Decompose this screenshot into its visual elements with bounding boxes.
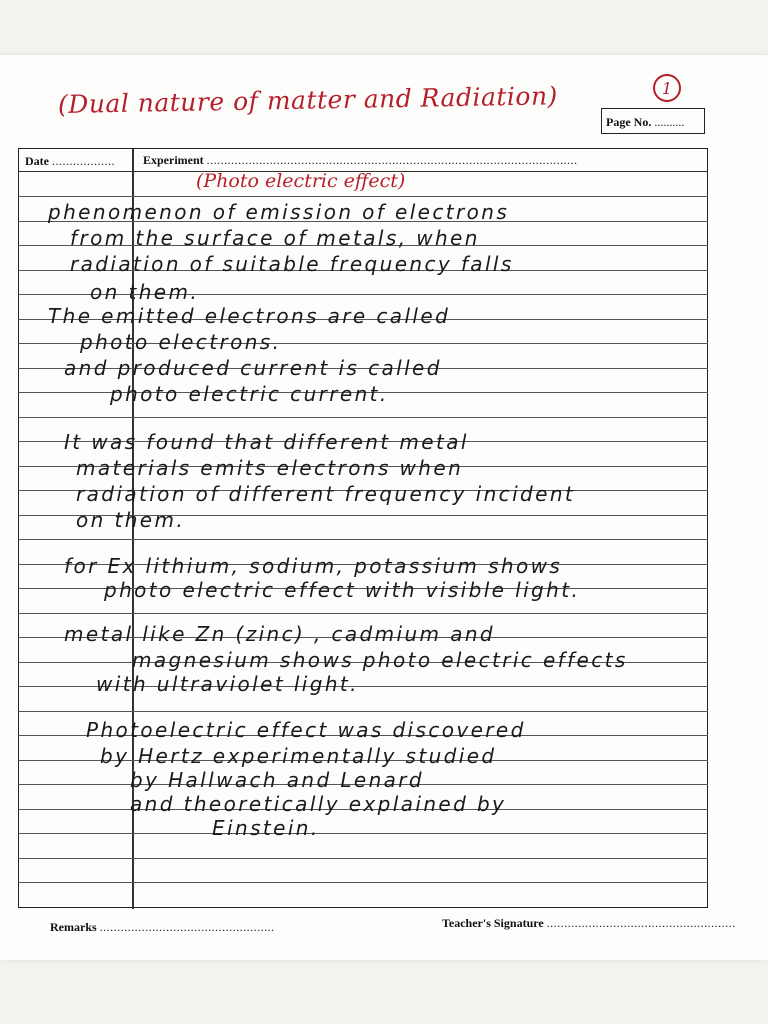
date-label: Date [25,154,49,168]
date-dots: .................. [52,154,115,168]
experiment-field [143,153,578,168]
experiment-label: Experiment [143,153,204,167]
note-line: metal like Zn (zinc) , cadmium and [64,622,496,646]
note-line: Einstein. [212,816,320,840]
ruled-line [18,196,708,197]
note-line: from the surface of metals, when [70,226,480,250]
ruled-line [18,833,708,834]
ruled-line [18,417,708,418]
note-line: magnesium shows photo electric effects [132,648,628,672]
page-number-circle: 1 [653,74,681,102]
page-no-dots: .......... [654,115,685,129]
remarks-dots: .................................................. [99,920,275,934]
signature-dots: ...................................................... [546,916,736,930]
page-heading: (Dual nature of matter and Radiation) [57,81,559,119]
note-line: and produced current is called [64,356,442,380]
note-line: by Hertz experimentally studied [100,744,497,768]
note-line: photo electrons. [80,330,282,354]
ruled-line [18,539,708,540]
note-line: radiation of suitable frequency falls [70,252,514,276]
page-no-box [601,108,705,134]
ruled-line [18,711,708,712]
remarks-label: Remarks [50,920,97,934]
note-line: for Ex lithium, sodium, potassium shows [64,554,563,578]
ruled-line [18,858,708,859]
note-line: Photoelectric effect was discovered [86,718,526,742]
page-subtitle: (Photo electric effect) [196,170,406,192]
note-line: It was found that different metal [64,430,469,454]
date-field [25,154,115,169]
note-line: photo electric effect with visible light. [104,578,581,602]
note-line: radiation of different frequency incident [76,482,576,506]
note-line: phenomenon of emission of electrons [48,200,510,224]
note-line: photo electric current. [110,382,389,406]
note-line: by Hallwach and Lenard [130,768,425,792]
experiment-dots: .......................................................................................................... [206,153,578,167]
note-line: The emitted electrons are called [48,304,451,328]
page-no-label: Page No. [606,115,652,129]
note-line: on them. [90,280,200,304]
ruled-line [18,613,708,614]
remarks-field [50,920,275,935]
ruled-line [18,882,708,883]
signature-label: Teacher's Signature [442,916,544,930]
signature-field [442,916,736,931]
note-line: materials emits electrons when [76,456,464,480]
note-line: on them. [76,508,186,532]
note-line: with ultraviolet light. [96,672,359,696]
note-line: and theoretically explained by [130,792,507,816]
